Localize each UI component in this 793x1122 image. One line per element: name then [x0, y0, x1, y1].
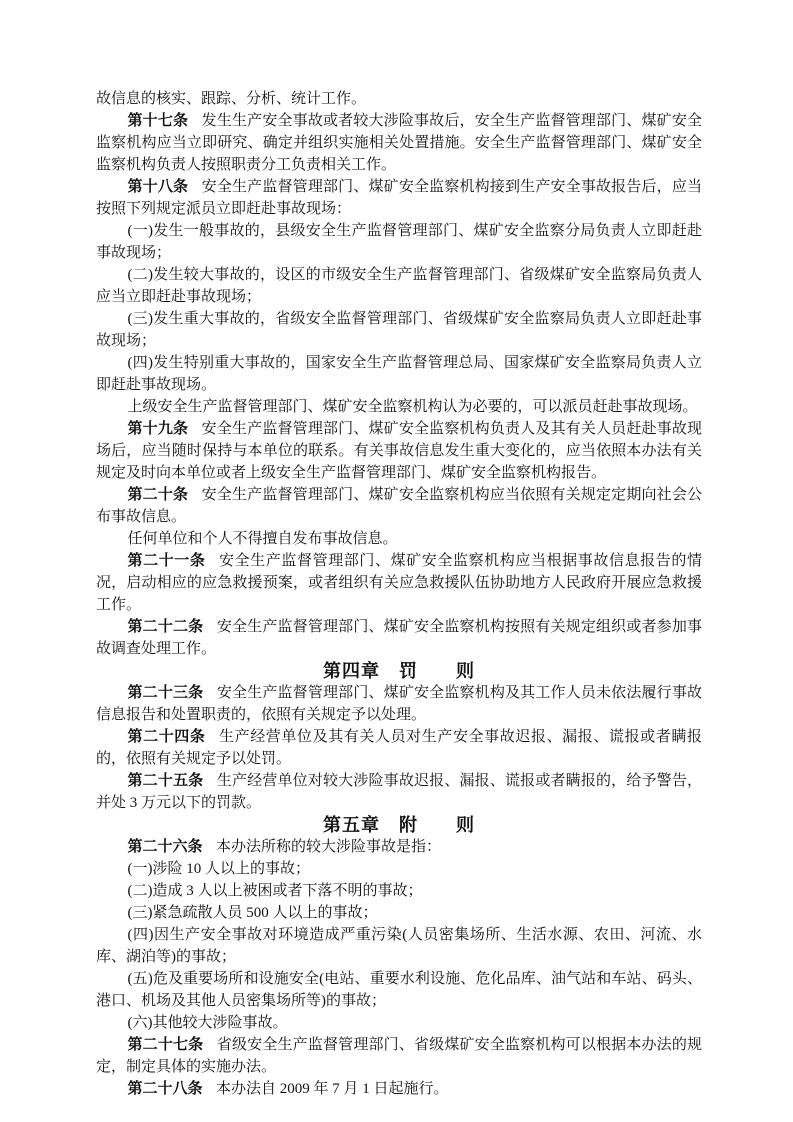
paragraph [96, 924, 702, 968]
paragraph-text: (四)发生特别重大事故的，国家安全生产监督管理总局、国家煤矿安全监察局负责人立即赶赴事故现场。 [96, 355, 702, 393]
article-paragraph [96, 1078, 702, 1100]
paragraph-text: (五)危及重要场所和设施安全(电站、重要水利设施、危化品库、油气站和车站、码头、港口、机场及其他人员密集场所等)的事故； [96, 971, 702, 1009]
paragraph-text: (二)发生较大事故的，设区的市级安全生产监督管理部门、省级煤矿安全监察局负责人应当立即赶赴事故现场； [96, 267, 702, 305]
paragraph-text: 故信息的核实、跟踪、分析、统计工作。 [96, 91, 367, 107]
article-paragraph [96, 682, 702, 726]
article-number: 第二十八条 [127, 1080, 203, 1097]
paragraph [96, 902, 702, 924]
paragraph-text: 任何单位和个人不得擅自发布事故信息。 [127, 531, 398, 547]
paragraph [96, 352, 702, 396]
article-paragraph [96, 616, 702, 660]
paragraph [96, 968, 702, 1012]
article-number: 第十八条 [127, 178, 189, 195]
paragraph-text: (六)其他较大涉险事故。 [127, 1015, 288, 1031]
article-paragraph [96, 110, 702, 176]
paragraph-text: 安全生产监督管理部门、煤矿安全监察机构应当依照有关规定定期向社会公布事故信息。 [96, 487, 702, 525]
paragraph [96, 528, 702, 550]
chapter-heading: 第四章 罚 则 [323, 661, 475, 681]
article-number: 第二十四条 [127, 728, 206, 745]
paragraph-text: 生产经营单位对较大涉险事故迟报、漏报、谎报或者瞒报的，给予警告，并处 3 万元以下的罚款。 [96, 773, 702, 811]
paragraph [96, 220, 702, 264]
paragraph-text: (四)因生产安全事故对环境造成严重污染(人员密集场所、生活水源、农田、河流、水库、湖泊等)的事故； [96, 927, 702, 965]
paragraph-text: 安全生产监督管理部门、煤矿安全监察机构负责人及其有关人员赶赴事故现场后，应当随时保持与本单位的联系。有关事故信息发生重大变化的，应当依照本办法有关规定及时向本单位或者上级安全生产监督管理部门、煤矿安全监察机构报告。 [96, 421, 702, 481]
article-paragraph [96, 770, 702, 814]
paragraph-text: 发生生产安全事故或者较大涉险事故后，安全生产监督管理部门、煤矿安全监察机构应当立即研究、确定并组织实施相关处置措施。安全生产监督管理部门、煤矿安全监察机构负责人按照职责分工负责相关工作。 [96, 113, 702, 173]
paragraph-text: (一)涉险 10 人以上的事故； [127, 861, 310, 877]
chapter-heading: 第五章 附 则 [323, 815, 475, 835]
article-number: 第二十一条 [127, 552, 206, 569]
article-number: 第二十五条 [127, 772, 204, 789]
article-number: 第十九条 [127, 420, 189, 437]
paragraph-text: 本办法所称的较大涉险事故是指： [216, 839, 442, 855]
paragraph-text: 安全生产监督管理部门、煤矿安全监察机构及其工作人员未依法履行事故信息报告和处置职责的，依照有关规定予以处理。 [96, 685, 702, 723]
article-number: 第二十三条 [127, 684, 204, 701]
paragraph-text: 安全生产监督管理部门、煤矿安全监察机构按照有关规定组织或者参加事故调查处理工作。 [96, 619, 702, 657]
paragraph-text: 安全生产监督管理部门、煤矿安全监察机构接到生产安全事故报告后，应当按照下列规定派员立即赶赴事故现场： [96, 179, 702, 217]
article-number: 第二十二条 [127, 618, 204, 635]
article-number: 第二十条 [127, 486, 189, 503]
article-paragraph [96, 550, 702, 616]
paragraph-text: 安全生产监督管理部门、煤矿安全监察机构应当根据事故信息报告的情况，启动相应的应急救援预案，或者组织有关应急救援队伍协助地方人民政府开展应急救援工作。 [96, 553, 702, 613]
article-number: 第二十六条 [127, 838, 203, 855]
article-paragraph [96, 836, 702, 858]
article-paragraph [96, 176, 702, 220]
article-paragraph [96, 726, 702, 770]
article-paragraph [96, 484, 702, 528]
article-paragraph [96, 1034, 702, 1078]
paragraph [96, 308, 702, 352]
paragraph [96, 858, 702, 880]
paragraph [96, 880, 702, 902]
paragraph-text: (三)发生重大事故的，省级安全监督管理部门、省级煤矿安全监察局负责人立即赶赴事故现场； [96, 311, 702, 349]
paragraph-text: 省级安全生产监督管理部门、省级煤矿安全监察机构可以根据本办法的规定，制定具体的实施办法。 [96, 1037, 702, 1075]
paragraph-text: (三)紧急疏散人员 500 人以上的事故； [127, 905, 378, 921]
article-number: 第二十七条 [127, 1036, 204, 1053]
paragraph [96, 1012, 702, 1034]
paragraph-text: 生产经营单位及其有关人员对生产安全事故迟报、漏报、谎报或者瞒报的，依照有关规定予以处罚。 [96, 729, 702, 767]
paragraph [96, 264, 702, 308]
article-number: 第十七条 [127, 112, 189, 129]
paragraph-text: (二)造成 3 人以上被困或者下落不明的事故； [127, 883, 423, 899]
paragraph-text: 本办法自 2009 年 7 月 1 日起施行。 [216, 1081, 449, 1097]
article-paragraph [96, 418, 702, 484]
paragraph-text: 上级安全生产监督管理部门、煤矿安全监察机构认为必要的，可以派员赶赴事故现场。 [127, 399, 698, 415]
paragraph [96, 396, 702, 418]
paragraph-text: (一)发生一般事故的，县级安全生产监督管理部门、煤矿安全监察分局负责人立即赶赴事故现场； [96, 223, 702, 261]
paragraph [96, 88, 702, 110]
document-content [96, 88, 702, 1100]
